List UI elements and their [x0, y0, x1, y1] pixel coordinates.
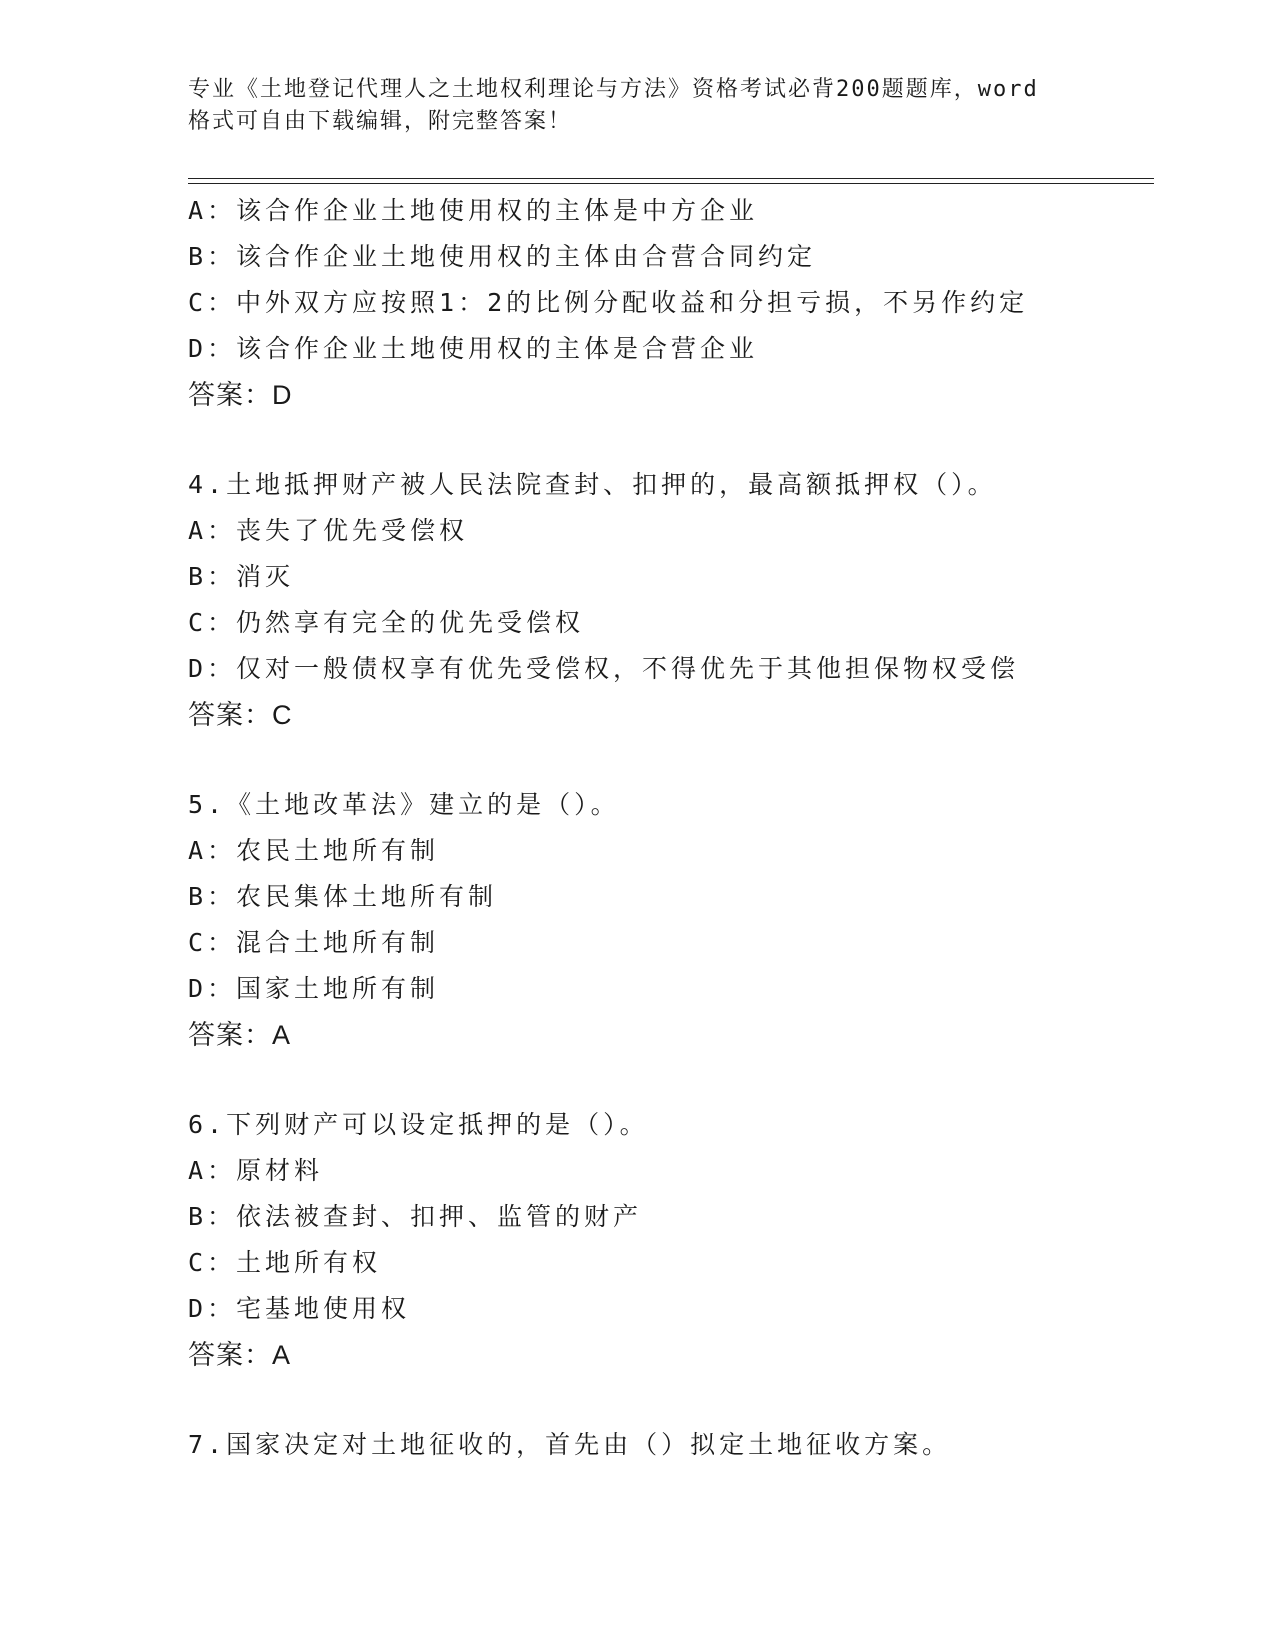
answer: 答案：A	[188, 1020, 292, 1050]
question-5-block	[188, 782, 1148, 1058]
question-3-block	[188, 188, 1148, 418]
option-d: D：国家土地所有制	[188, 974, 440, 1003]
option-a: A：丧失了优先受偿权	[188, 516, 469, 545]
question-text: 6.下列财产可以设定抵押的是（）。	[188, 1110, 649, 1139]
option-b: B：该合作企业土地使用权的主体由合营合同约定	[188, 242, 817, 271]
option-a: A：原材料	[188, 1156, 324, 1185]
spacer	[188, 1378, 1148, 1422]
option-b: B：依法被查封、扣押、监管的财产	[188, 1202, 643, 1231]
option-a: A：农民土地所有制	[188, 836, 440, 865]
header-line-1: 专业《土地登记代理人之土地权利理论与方法》资格考试必背200题题库，word	[188, 77, 1039, 102]
question-list	[188, 188, 1148, 1468]
option-d: D：该合作企业土地使用权的主体是合营企业	[188, 334, 759, 363]
header-line-2: 格式可自由下载编辑，附完整答案！	[188, 109, 573, 134]
header-divider	[188, 178, 1154, 184]
answer: 答案：C	[188, 700, 293, 730]
option-c: C：中外双方应按照1：2的比例分配收益和分担亏损，不另作约定	[188, 288, 1029, 317]
question-text: 7.国家决定对土地征收的，首先由（）拟定土地征收方案。	[188, 1430, 952, 1459]
option-c: C：土地所有权	[188, 1248, 382, 1277]
answer: 答案：D	[188, 380, 293, 410]
question-text: 4.土地抵押财产被人民法院查封、扣押的，最高额抵押权（）。	[188, 470, 997, 499]
option-d: D：宅基地使用权	[188, 1294, 411, 1323]
question-6-block	[188, 1102, 1148, 1378]
document-header	[188, 74, 1068, 138]
question-4-block	[188, 462, 1148, 738]
spacer	[188, 1058, 1148, 1102]
option-b: B：农民集体土地所有制	[188, 882, 498, 911]
spacer	[188, 738, 1148, 782]
answer: 答案：A	[188, 1340, 292, 1370]
question-7-block	[188, 1422, 1148, 1468]
option-c: C：仍然享有完全的优先受偿权	[188, 608, 585, 637]
option-d: D：仅对一般债权享有优先受偿权，不得优先于其他担保物权受偿	[188, 654, 1020, 683]
option-c: C：混合土地所有制	[188, 928, 440, 957]
option-a: A：该合作企业土地使用权的主体是中方企业	[188, 196, 759, 225]
option-b: B：消灭	[188, 562, 295, 591]
spacer	[188, 418, 1148, 462]
question-text: 5.《土地改革法》建立的是（）。	[188, 790, 620, 819]
